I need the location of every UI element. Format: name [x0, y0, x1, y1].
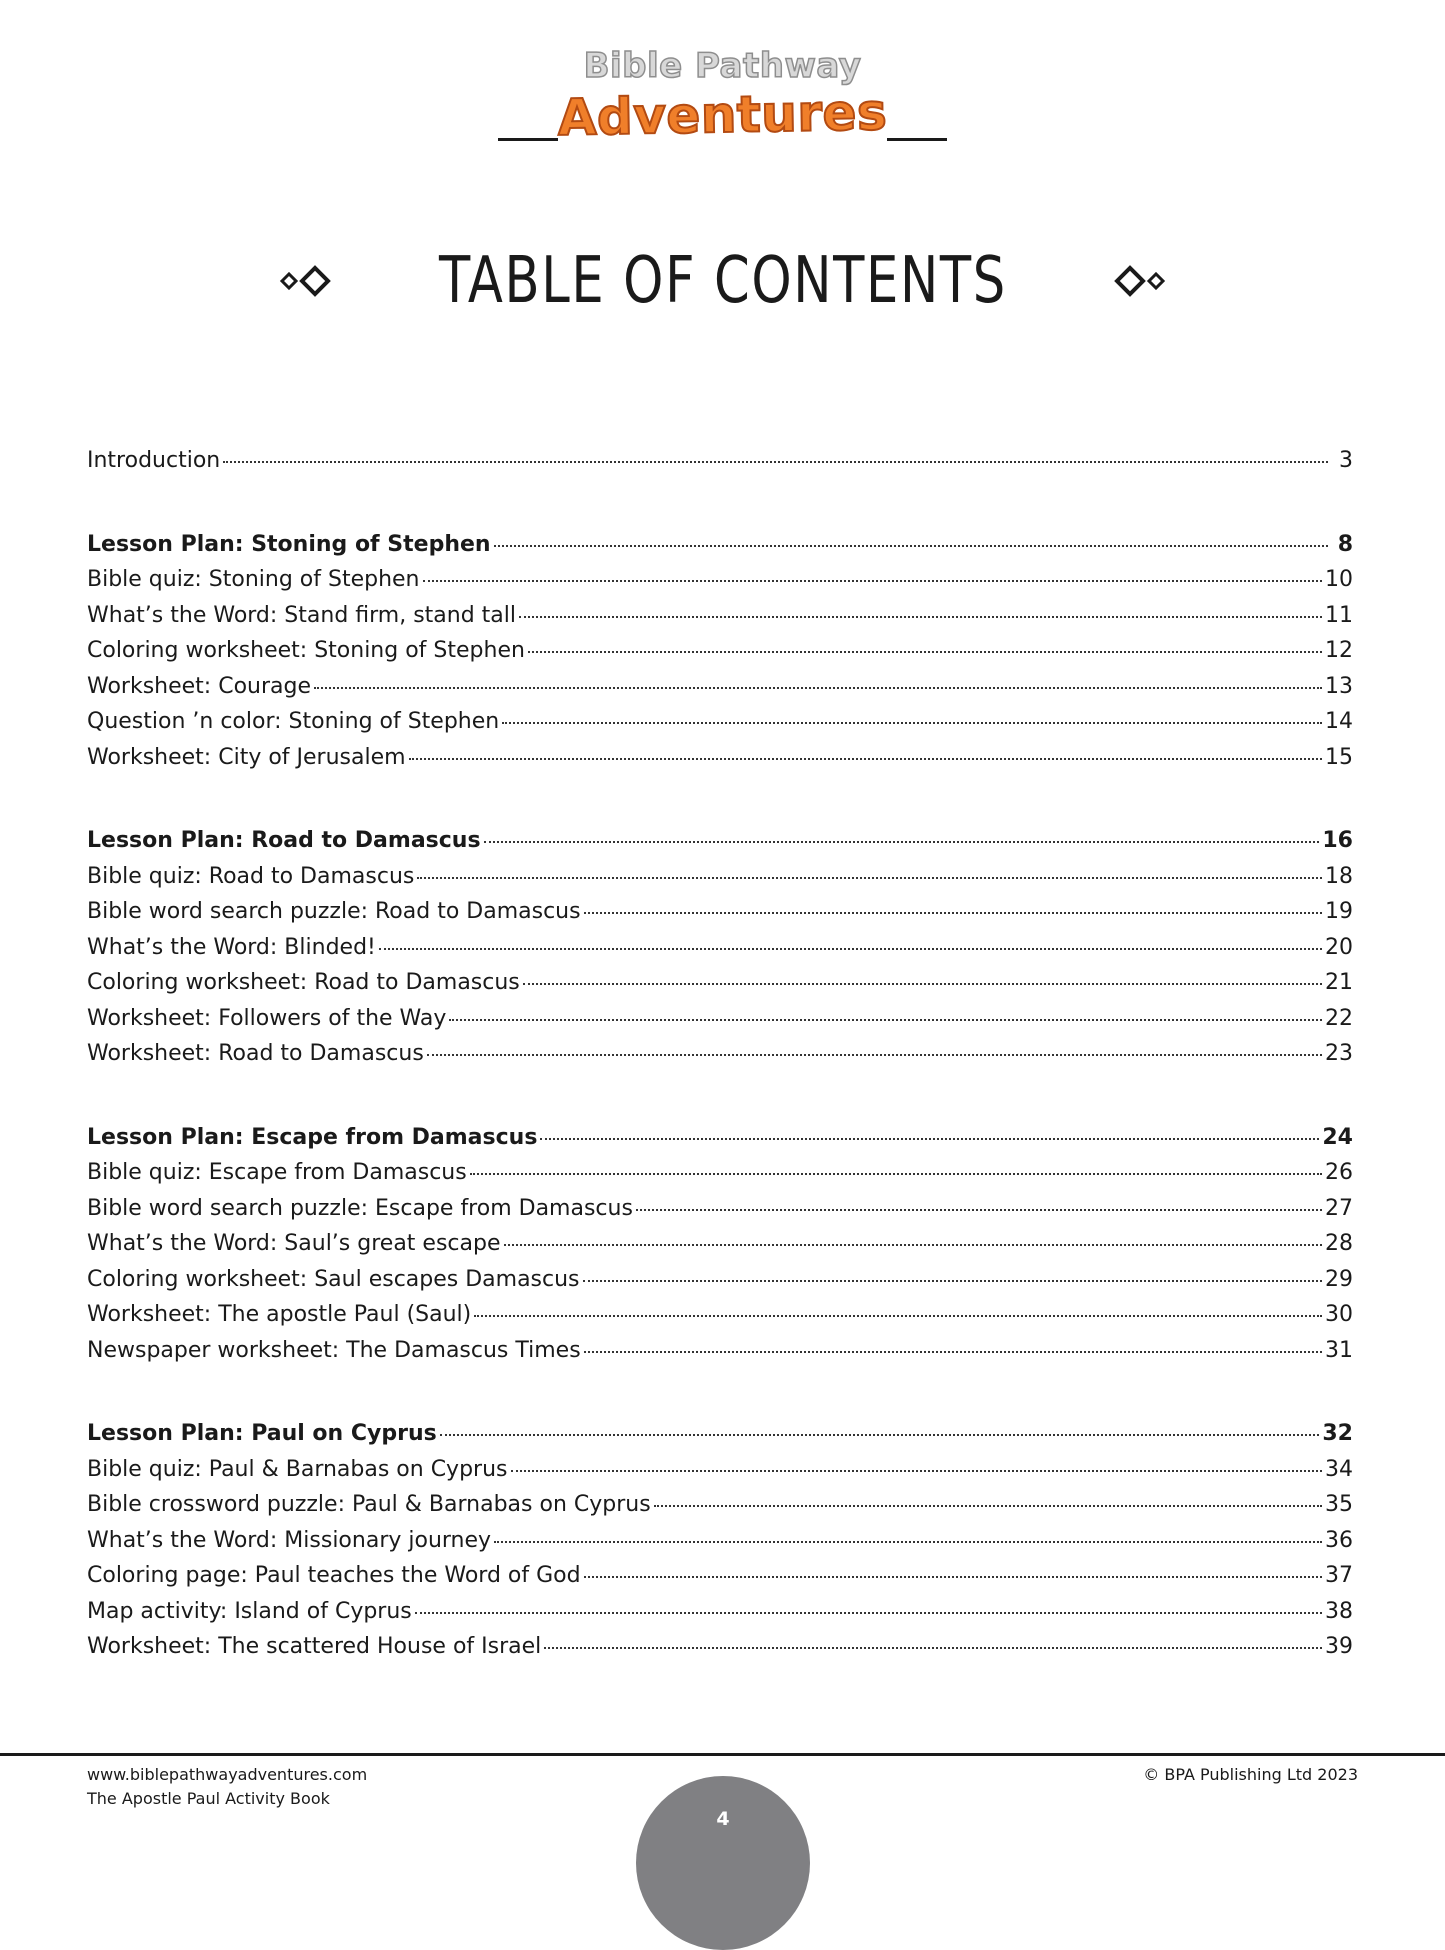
toc-entry-label: Worksheet: Followers of the Way: [87, 1005, 447, 1031]
dot-leader: [449, 1019, 1322, 1021]
toc-entry-label: Worksheet: City of Jerusalem: [87, 744, 406, 770]
dot-leader: [523, 983, 1322, 985]
dot-leader: [494, 545, 1328, 547]
toc-entry-page: 12: [1325, 638, 1353, 663]
toc-entry-label: What’s the Word: Saul’s great escape: [87, 1231, 501, 1256]
toc-section-heading[interactable]: [87, 1125, 1353, 1161]
dot-leader: [379, 948, 1322, 950]
dot-leader: [427, 1054, 1322, 1056]
toc-entry[interactable]: [87, 864, 1353, 900]
toc-entry-label: Worksheet: Road to Damascus: [87, 1041, 424, 1066]
toc-entry-label: Coloring worksheet: Saul escapes Damascus: [87, 1266, 580, 1292]
toc-entry[interactable]: [87, 1267, 1353, 1303]
toc-entry-page: 30: [1325, 1302, 1353, 1327]
logo-text-top: Bible Pathway: [583, 46, 862, 86]
toc-entry[interactable]: [87, 970, 1353, 1006]
toc-entry-page: 23: [1325, 1041, 1353, 1066]
dot-leader: [544, 1647, 1322, 1649]
dot-leader: [636, 1209, 1322, 1211]
toc-entry[interactable]: [87, 1006, 1353, 1042]
toc-entry-label: Bible word search puzzle: Road to Damascus: [87, 899, 581, 924]
toc-entry-label: What’s the Word: Blinded!: [87, 934, 376, 960]
toc-entry-page: 34: [1325, 1456, 1353, 1482]
dot-leader: [519, 616, 1322, 618]
logo-text-bottom: Adventures: [557, 83, 888, 147]
toc-entry-page: 21: [1325, 970, 1353, 995]
toc-entry-label: Question ’n color: Stoning of Stephen: [87, 709, 500, 734]
toc-entry-page: 38: [1325, 1598, 1353, 1624]
toc-entry-page: 35: [1325, 1492, 1353, 1517]
toc-entry-label: Bible crossword puzzle: Paul & Barnabas on Cyprus: [87, 1492, 651, 1517]
toc-entry[interactable]: [87, 1231, 1353, 1267]
footer-left: [87, 1763, 367, 1811]
toc-entry-page: 31: [1325, 1337, 1353, 1363]
toc-entry-page: 26: [1325, 1160, 1353, 1185]
toc-entry-page: 24: [1322, 1124, 1353, 1150]
toc-entry-page: 14: [1325, 709, 1353, 734]
toc-entry-label: Introduction: [87, 448, 221, 473]
dot-leader: [583, 1280, 1322, 1282]
toc-entry[interactable]: [87, 1196, 1353, 1232]
toc-entry-label: What’s the Word: Stand firm, stand tall: [87, 602, 517, 628]
toc-entry-label: Lesson Plan: Escape from Damascus: [87, 1124, 538, 1150]
dot-leader: [417, 877, 1322, 879]
toc-entry-label: Lesson Plan: Paul on Cyprus: [87, 1421, 437, 1446]
toc-entry[interactable]: [87, 638, 1353, 674]
toc-entry[interactable]: [87, 1634, 1353, 1670]
dot-leader: [584, 1576, 1322, 1578]
toc-entry-page: 20: [1325, 934, 1353, 960]
title-row: [0, 236, 1445, 326]
toc-entry-page: 11: [1325, 602, 1353, 628]
page-number-tab: [636, 1776, 810, 1950]
dot-leader: [528, 651, 1322, 653]
diamond-ornament-left-icon: [272, 261, 338, 301]
toc-section-heading[interactable]: [87, 1421, 1353, 1457]
dot-leader: [409, 758, 1322, 760]
toc-entry[interactable]: [87, 603, 1353, 639]
toc-entry-page: 16: [1322, 828, 1353, 853]
dot-leader: [494, 1541, 1322, 1543]
toc-entry[interactable]: [87, 745, 1353, 781]
toc-entry-label: Bible quiz: Escape from Damascus: [87, 1160, 467, 1185]
toc-entry[interactable]: [87, 1528, 1353, 1564]
dot-leader: [423, 580, 1322, 582]
dot-leader: [504, 1244, 1323, 1246]
dot-leader: [584, 912, 1322, 914]
toc-entry[interactable]: [87, 448, 1353, 484]
dot-leader: [654, 1505, 1322, 1507]
page-title: TABLE OF CONTENTS: [438, 244, 1007, 318]
dot-leader: [540, 1138, 1319, 1140]
toc-entry-page: 15: [1325, 744, 1353, 770]
dot-leader: [415, 1612, 1322, 1614]
dot-leader: [511, 1470, 1323, 1472]
toc-section-heading[interactable]: [87, 532, 1353, 568]
toc-entry[interactable]: [87, 1457, 1353, 1493]
dot-leader: [223, 461, 1328, 463]
toc-entry[interactable]: [87, 1338, 1353, 1374]
toc-entry[interactable]: [87, 674, 1353, 710]
toc-entry-label: What’s the Word: Missionary journey: [87, 1527, 492, 1553]
toc-entry-page: 28: [1325, 1231, 1353, 1256]
toc-entry-label: Worksheet: Courage: [87, 673, 312, 699]
toc-entry-label: Bible quiz: Road to Damascus: [87, 863, 415, 889]
toc-entry-page: 32: [1322, 1421, 1353, 1446]
toc-entry-page: 29: [1325, 1266, 1353, 1292]
toc-entry[interactable]: [87, 1492, 1353, 1528]
toc-entry[interactable]: [87, 899, 1353, 935]
toc-entry[interactable]: [87, 1302, 1353, 1338]
toc-entry[interactable]: [87, 935, 1353, 971]
toc-entry-page: 3: [1339, 448, 1353, 473]
toc-entry-label: Coloring worksheet: Road to Damascus: [87, 970, 520, 995]
toc-entry[interactable]: [87, 1599, 1353, 1635]
toc-entry-page: 18: [1325, 863, 1353, 889]
dot-leader: [502, 722, 1322, 724]
toc-entry-page: 10: [1325, 567, 1353, 592]
toc-entry[interactable]: [87, 709, 1353, 745]
footer-website-link[interactable]: www.biblepathwayadventures.com: [87, 1765, 368, 1784]
diamond-ornament-right-icon: [1107, 261, 1173, 301]
toc-entry-label: Bible quiz: Stoning of Stephen: [87, 567, 420, 592]
footer-copyright: © BPA Publishing Ltd 2023: [1143, 1765, 1358, 1784]
toc-entry-label: Bible quiz: Paul & Barnabas on Cyprus: [87, 1456, 508, 1482]
toc-entry-label: Bible word search puzzle: Escape from Damascus: [87, 1195, 633, 1221]
footer-book-title: The Apostle Paul Activity Book: [87, 1789, 330, 1808]
dot-leader: [584, 1351, 1322, 1353]
toc-entry-page: 37: [1325, 1563, 1353, 1588]
toc-entry-label: Coloring worksheet: Stoning of Stephen: [87, 638, 525, 663]
toc-entry-page: 27: [1325, 1195, 1353, 1221]
toc-entry-page: 8: [1337, 531, 1353, 557]
page-number: 4: [716, 1808, 730, 1830]
toc-entry-label: Newspaper worksheet: The Damascus Times: [87, 1337, 581, 1363]
footer-divider: [0, 1753, 1445, 1756]
brand-logo: [0, 40, 1445, 150]
toc-list: [87, 448, 1353, 1670]
dot-leader: [474, 1315, 1322, 1317]
toc-entry-page: 13: [1325, 673, 1353, 699]
dot-leader: [484, 841, 1320, 843]
toc-entry-label: Map activity: Island of Cyprus: [87, 1598, 412, 1624]
toc-entry[interactable]: [87, 1563, 1353, 1599]
toc-entry-label: Worksheet: The apostle Paul (Saul): [87, 1302, 472, 1327]
dot-leader: [440, 1434, 1320, 1436]
dot-leader: [314, 687, 1322, 689]
toc-entry[interactable]: [87, 1041, 1353, 1077]
toc-entry[interactable]: [87, 567, 1353, 603]
toc-entry-label: Worksheet: The scattered House of Israel: [87, 1634, 542, 1659]
dot-leader: [470, 1173, 1322, 1175]
toc-entry-page: 36: [1325, 1527, 1353, 1553]
toc-entry-page: 39: [1325, 1634, 1353, 1659]
toc-entry-label: Lesson Plan: Stoning of Stephen: [87, 531, 491, 557]
toc-entry-page: 19: [1325, 899, 1353, 924]
toc-entry-page: 22: [1325, 1005, 1353, 1031]
toc-entry[interactable]: [87, 1160, 1353, 1196]
toc-entry-label: Coloring page: Paul teaches the Word of God: [87, 1563, 581, 1588]
toc-entry-label: Lesson Plan: Road to Damascus: [87, 828, 481, 853]
toc-section-heading[interactable]: [87, 828, 1353, 864]
